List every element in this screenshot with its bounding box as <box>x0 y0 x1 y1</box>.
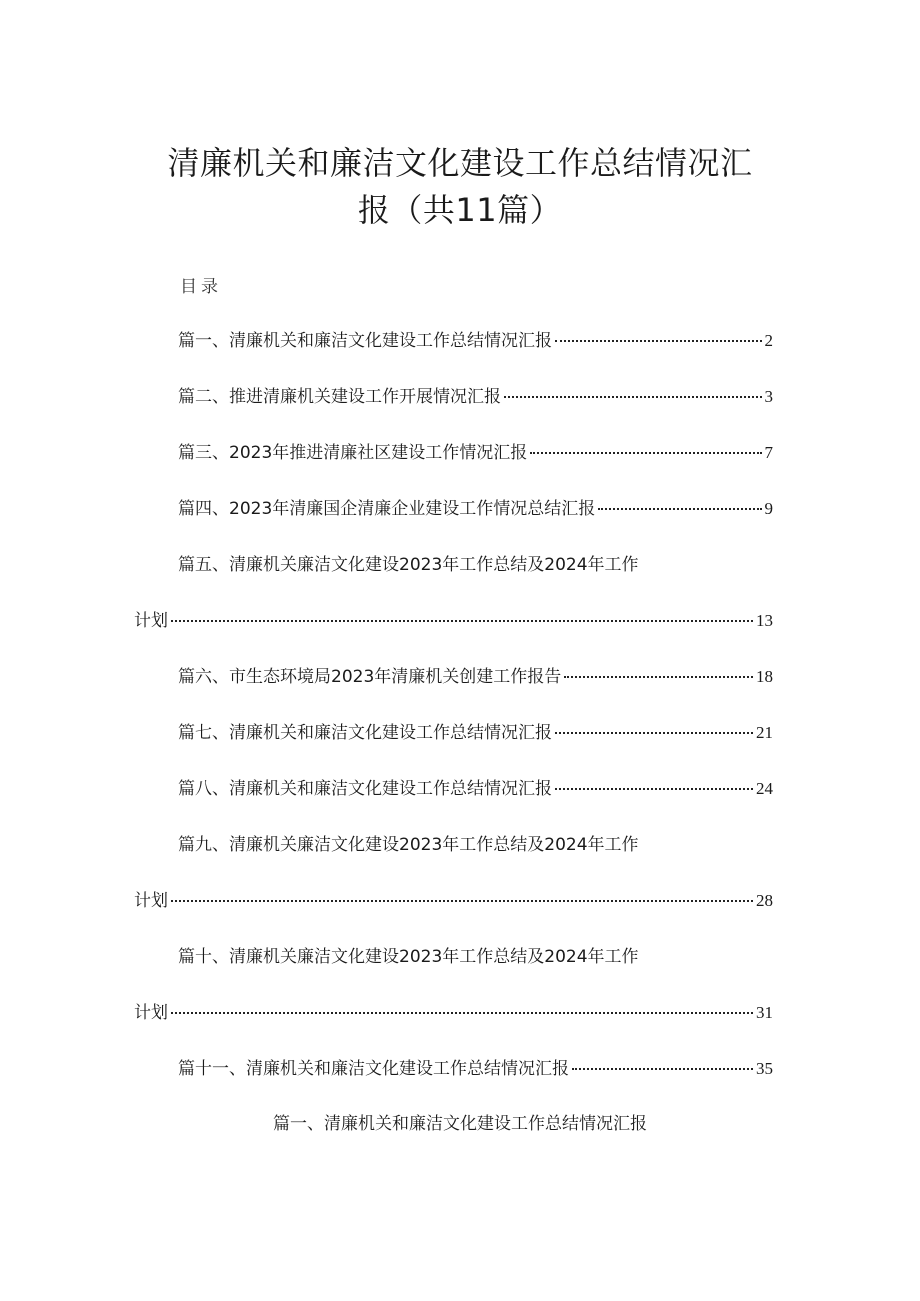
toc-page-number: 35 <box>756 1059 773 1078</box>
toc-entry-11[interactable] <box>178 1054 773 1078</box>
toc-entry-label: 计划 <box>134 1003 168 1023</box>
toc-entry-9-line-1[interactable]: 篇九、清廉机关廉洁文化建设2023年工作总结及2024年工作 <box>178 835 639 855</box>
document-title-line-2: 报（共11篇） <box>357 191 563 229</box>
toc-entry-label: 篇十一、清廉机关和廉洁文化建设工作总结情况汇报 <box>178 1059 569 1079</box>
toc-page-number: 24 <box>756 779 773 798</box>
toc-entry-label: 篇六、市生态环境局2023年清廉机关创建工作报告 <box>178 667 562 687</box>
toc-page-number: 13 <box>756 611 773 630</box>
toc-entry-label: 篇二、推进清廉机关建设工作开展情况汇报 <box>178 387 501 407</box>
toc-entry-label: 计划 <box>134 891 168 911</box>
toc-page-number: 18 <box>756 667 773 686</box>
toc-leader <box>171 620 753 622</box>
toc-page-number: 7 <box>764 443 773 462</box>
toc-entry-label: 篇三、2023年推进清廉社区建设工作情况汇报 <box>178 443 528 463</box>
toc-entry-8[interactable] <box>178 774 773 798</box>
toc-leader <box>555 732 753 734</box>
toc-page-number: 31 <box>756 1003 773 1022</box>
toc-entry-10-line-1[interactable]: 篇十、清廉机关廉洁文化建设2023年工作总结及2024年工作 <box>178 947 639 967</box>
toc-page-number: 3 <box>764 387 773 406</box>
toc-heading: 目录 <box>180 277 222 297</box>
section-title: 篇一、清廉机关和廉洁文化建设工作总结情况汇报 <box>273 1114 647 1134</box>
toc-leader <box>171 1012 753 1014</box>
toc-leader <box>555 340 762 342</box>
toc-entry-label: 篇一、清廉机关和廉洁文化建设工作总结情况汇报 <box>178 331 552 351</box>
toc-leader <box>171 900 753 902</box>
toc-leader <box>572 1068 753 1070</box>
toc-entry-6[interactable] <box>178 662 773 686</box>
toc-page-number: 9 <box>764 499 773 518</box>
toc-leader <box>530 452 761 454</box>
toc-entry-label: 篇八、清廉机关和廉洁文化建设工作总结情况汇报 <box>178 779 552 799</box>
toc-entry-1[interactable] <box>178 326 773 350</box>
toc-entry-label: 计划 <box>134 611 168 631</box>
toc-entry-label: 篇四、2023年清廉国企清廉企业建设工作情况总结汇报 <box>178 499 596 519</box>
toc-entry-3[interactable] <box>178 438 773 462</box>
toc-entry-2[interactable] <box>178 382 773 406</box>
document-title-line-1: 清廉机关和廉洁文化建设工作总结情况汇 <box>167 144 753 182</box>
toc-entry-7[interactable] <box>178 718 773 742</box>
toc-page-number: 28 <box>756 891 773 910</box>
toc-entry-5-line-1[interactable]: 篇五、清廉机关廉洁文化建设2023年工作总结及2024年工作 <box>178 555 639 575</box>
toc-entry-label: 篇七、清廉机关和廉洁文化建设工作总结情况汇报 <box>178 723 552 743</box>
toc-entry-4[interactable] <box>178 494 773 518</box>
toc-entry-9[interactable] <box>134 886 773 910</box>
toc-entry-10[interactable] <box>134 998 773 1022</box>
toc-leader <box>564 676 753 678</box>
toc-leader <box>555 788 753 790</box>
toc-page-number: 21 <box>756 723 773 742</box>
toc-entry-5[interactable] <box>134 606 773 630</box>
toc-page-number: 2 <box>764 331 773 350</box>
toc-leader <box>598 508 761 510</box>
toc-leader <box>504 396 762 398</box>
